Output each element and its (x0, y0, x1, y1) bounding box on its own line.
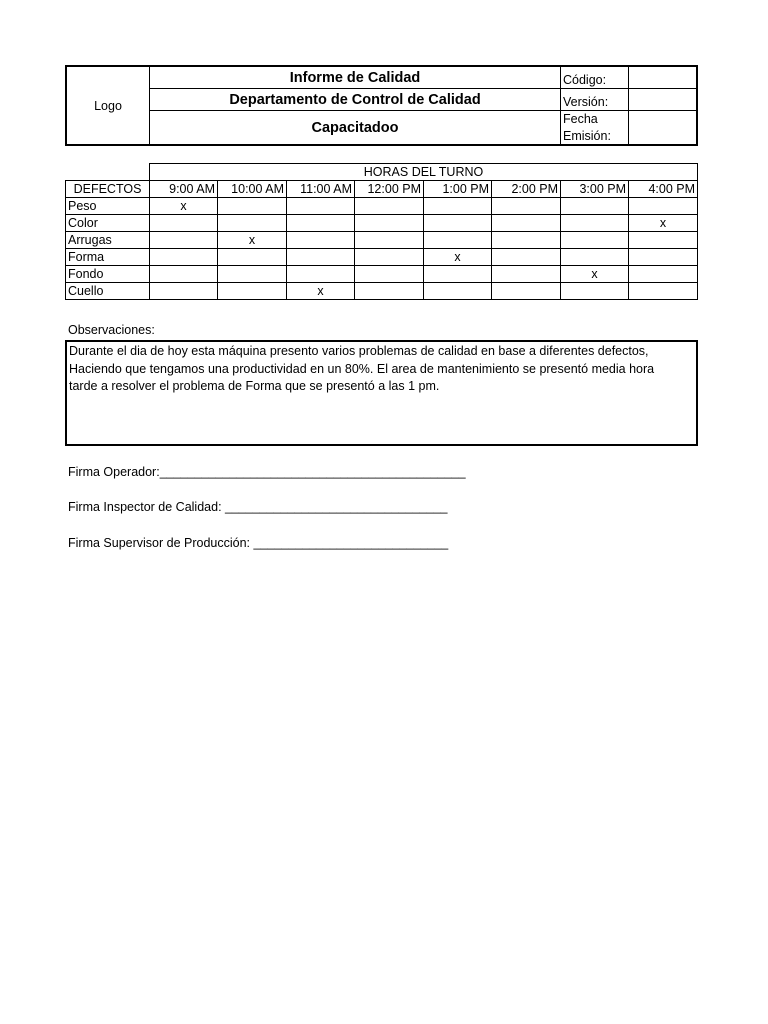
hour-header: 3:00 PM (561, 181, 629, 198)
defect-mark-cell (424, 266, 492, 283)
hour-header: 10:00 AM (218, 181, 287, 198)
defect-mark-cell (287, 232, 355, 249)
defect-mark-cell (150, 232, 218, 249)
defect-mark-cell (424, 215, 492, 232)
defect-mark-cell (629, 232, 698, 249)
defect-mark-cell (287, 266, 355, 283)
defect-mark-cell (561, 283, 629, 300)
defect-name: Forma (66, 249, 150, 266)
defect-mark-cell (218, 283, 287, 300)
defect-mark-cell (218, 266, 287, 283)
defect-row (66, 198, 698, 215)
report-title: Informe de Calidad (150, 67, 561, 89)
defect-mark-cell (355, 249, 424, 266)
observation-line: tarde a resolver el problema de Forma que se presentó a las 1 pm. (69, 379, 440, 393)
defect-mark-cell (287, 249, 355, 266)
firma-supervisor-produccion: Firma Supervisor de Producción: ____________________________ (68, 536, 449, 550)
defect-mark-cell (492, 283, 561, 300)
fecha-emision-label (561, 111, 629, 144)
report-subtitle: Capacitadoo (150, 111, 561, 144)
codigo-value (629, 67, 696, 89)
blank-cell (66, 164, 150, 181)
hour-header: 4:00 PM (629, 181, 698, 198)
group-header-row (66, 164, 698, 181)
firma-inspector-calidad: Firma Inspector de Calidad: ________________________________ (68, 500, 448, 514)
fecha-value (629, 111, 696, 144)
defect-name: Peso (66, 198, 150, 215)
defect-mark-cell: x (218, 232, 287, 249)
hour-header: 9:00 AM (150, 181, 218, 198)
defect-mark-cell (561, 249, 629, 266)
hour-header: 12:00 PM (355, 181, 424, 198)
defect-mark-cell (355, 283, 424, 300)
defect-row (66, 232, 698, 249)
observations-box (65, 340, 698, 446)
defect-mark-cell (355, 232, 424, 249)
defect-mark-cell (424, 283, 492, 300)
logo-placeholder: Logo (67, 67, 150, 144)
defect-mark-cell (150, 266, 218, 283)
department-title: Departamento de Control de Calidad (150, 89, 561, 111)
defect-mark-cell (492, 198, 561, 215)
defect-mark-cell (492, 232, 561, 249)
defectos-header: DEFECTOS (66, 181, 150, 198)
defect-mark-cell (218, 249, 287, 266)
hours-header-row (66, 181, 698, 198)
defect-mark-cell (492, 215, 561, 232)
codigo-label: Código: (561, 67, 629, 89)
defect-mark-cell (355, 266, 424, 283)
defect-mark-cell (355, 215, 424, 232)
defect-row (66, 249, 698, 266)
defect-mark-cell: x (629, 215, 698, 232)
defect-mark-cell (150, 249, 218, 266)
defect-mark-cell (629, 249, 698, 266)
defect-row (66, 266, 698, 283)
observations-label: Observaciones: (68, 323, 155, 337)
defect-name: Fondo (66, 266, 150, 283)
defect-mark-cell: x (424, 249, 492, 266)
defect-name: Cuello (66, 283, 150, 300)
hour-header: 2:00 PM (492, 181, 561, 198)
defects-table (65, 163, 698, 300)
defect-mark-cell (492, 249, 561, 266)
defect-mark-cell (629, 283, 698, 300)
horas-del-turno-header: HORAS DEL TURNO (150, 164, 698, 181)
firma-operador: Firma Operador:____________________________________________ (68, 465, 466, 479)
version-value (629, 89, 696, 111)
defect-mark-cell (218, 215, 287, 232)
defect-mark-cell (492, 266, 561, 283)
defect-mark-cell: x (561, 266, 629, 283)
defect-mark-cell: x (287, 283, 355, 300)
fecha-label-line2: Emisión: (563, 129, 611, 143)
defect-name: Arrugas (66, 232, 150, 249)
defect-mark-cell (150, 215, 218, 232)
defect-mark-cell (629, 198, 698, 215)
version-label: Versión: (561, 89, 629, 111)
defect-mark-cell (561, 198, 629, 215)
defect-mark-cell (355, 198, 424, 215)
observation-line: Haciendo que tengamos una productividad en un 80%. El area de mantenimiento se presentó media hora (69, 361, 655, 376)
fecha-label-line1: Fecha (563, 112, 598, 126)
defect-mark-cell (561, 232, 629, 249)
defect-mark-cell (629, 266, 698, 283)
defect-row (66, 215, 698, 232)
defect-mark-cell (218, 198, 287, 215)
defect-mark-cell (424, 232, 492, 249)
defect-name: Color (66, 215, 150, 232)
defect-mark-cell (424, 198, 492, 215)
report-header (65, 65, 698, 146)
hour-header: 11:00 AM (287, 181, 355, 198)
defect-mark-cell (287, 198, 355, 215)
defect-mark-cell: x (150, 198, 218, 215)
defect-row (66, 283, 698, 300)
defect-mark-cell (150, 283, 218, 300)
defect-mark-cell (561, 215, 629, 232)
defect-mark-cell (287, 215, 355, 232)
observation-line: Durante el dia de hoy esta máquina presento varios problemas de calidad en base a diferentes defectos, (69, 344, 649, 358)
hour-header: 1:00 PM (424, 181, 492, 198)
